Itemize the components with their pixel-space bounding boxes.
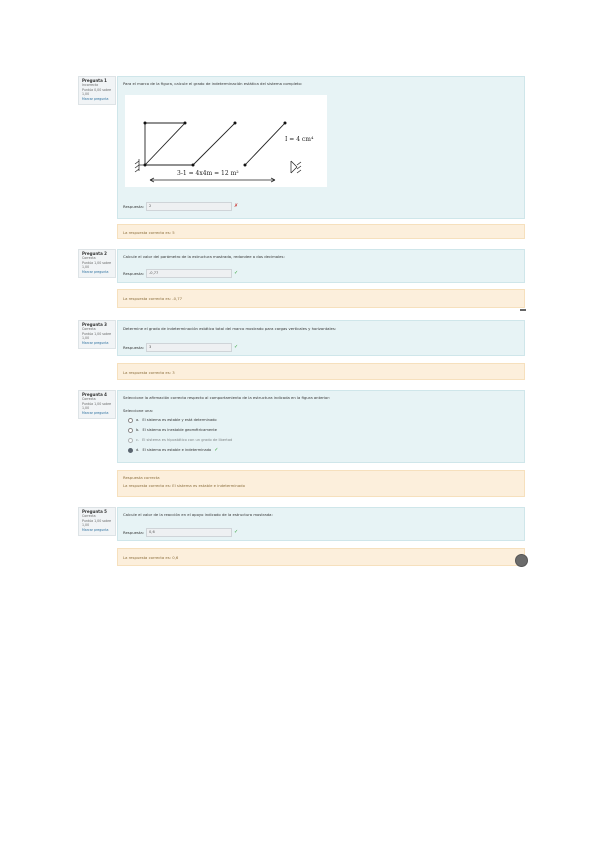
- frame-diagram: [125, 95, 327, 187]
- choice-text: El sistema es hipostático con un grado de libertad: [142, 438, 233, 442]
- choice-text: El sistema es inestable geométricamente: [142, 428, 217, 432]
- answer-row: [123, 269, 238, 278]
- collapse-handle[interactable]: [520, 309, 526, 311]
- answer-input[interactable]: -0,77: [146, 269, 232, 278]
- question-content: [117, 507, 525, 541]
- correct-answer-text: La respuesta correcta es: 3: [123, 370, 175, 375]
- question-score: Puntúa 1,00 sobre 1,00: [82, 518, 112, 528]
- correct-answer-text: La respuesta correcta es: 0,6: [123, 555, 179, 560]
- choice-letter: b.: [136, 428, 140, 432]
- correct-icon: ✓: [234, 529, 239, 535]
- question-number: Pregunta 1: [82, 78, 107, 83]
- question-status: Correcta: [82, 256, 96, 261]
- question-content: [117, 320, 525, 356]
- figure-label-bottom: 3-1 = 4x4m = 12 m²: [177, 170, 239, 177]
- choice-d[interactable]: [128, 448, 218, 453]
- question-number: Pregunta 4: [82, 392, 107, 397]
- question-content: [117, 390, 525, 463]
- question-info: [78, 320, 116, 349]
- question-status: Correcta: [82, 327, 96, 332]
- radio-b[interactable]: [128, 428, 133, 433]
- answer-row: [123, 202, 238, 211]
- radio-a[interactable]: [128, 418, 133, 423]
- correct-answer-text: La respuesta correcta es: -0,77: [123, 296, 183, 301]
- radio-d[interactable]: [128, 448, 133, 453]
- question-info: [78, 507, 116, 536]
- choice-letter: a.: [136, 418, 140, 422]
- choice-letter: c.: [136, 438, 140, 442]
- choice-text: El sistema es estable e indeterminado: [142, 448, 212, 452]
- question-info: [78, 249, 116, 278]
- question-score: Puntúa 1,00 sobre 1,00: [82, 260, 112, 270]
- answer-label: Respuesta:: [123, 530, 145, 535]
- answer-label: Respuesta:: [123, 271, 145, 276]
- question-score: Puntúa 1,00 sobre 1,00: [82, 331, 112, 341]
- question-number: Pregunta 2: [82, 251, 107, 256]
- question-text: Para el marco de la figura, calcule el grado de indeterminación estática del sistema completo:: [123, 81, 303, 86]
- scroll-to-top-button[interactable]: [515, 554, 528, 567]
- correct-icon: ✓: [234, 344, 239, 350]
- question-status: Incorrecta: [82, 83, 99, 88]
- question-text: Determine el grado de indeterminación estática total del marco mostrado para cargas verticales y horizontales:: [123, 326, 337, 331]
- question-text: Calcule el valor del parámetro de la estructura mostrada, redondee a dos decimales:: [123, 254, 285, 259]
- question-info: [78, 390, 116, 419]
- flag-question-link[interactable]: Marcar pregunta: [82, 269, 109, 274]
- answer-row: [123, 528, 238, 537]
- question-text: Seleccione la afirmación correcta respecto al comportamiento de la estructura indicada en la figura anterior:: [123, 395, 331, 400]
- question-score: Puntúa 0,00 sobre 1,00: [82, 87, 112, 97]
- correct-answer-text: La respuesta correcta es: 5: [123, 230, 175, 235]
- choice-c[interactable]: [128, 438, 232, 443]
- question-text: Calcule el valor de la reacción en el apoyo indicado de la estructura mostrada:: [123, 512, 273, 517]
- question-info: [78, 76, 116, 105]
- answer-label: Respuesta:: [123, 204, 145, 209]
- question-status: Correcta: [82, 514, 96, 519]
- choices-label: Seleccione una:: [123, 408, 154, 413]
- feedback-box: [117, 224, 525, 239]
- incorrect-icon: ✗: [234, 203, 239, 209]
- question-content: [117, 76, 525, 219]
- radio-c[interactable]: [128, 438, 133, 443]
- question-number: Pregunta 5: [82, 509, 107, 514]
- answer-input[interactable]: 0,6: [146, 528, 232, 537]
- question-status: Correcta: [82, 397, 96, 402]
- correct-icon: ✓: [214, 447, 219, 453]
- feedback-box: [117, 363, 525, 380]
- choice-letter: d.: [136, 448, 140, 452]
- figure-label-top: I = 4 cm⁴: [285, 136, 314, 143]
- answer-label: Respuesta:: [123, 345, 145, 350]
- correct-answer-text: La respuesta correcta es: El sistema es estable e indeterminado: [123, 483, 245, 488]
- flag-question-link[interactable]: Marcar pregunta: [82, 340, 109, 345]
- question-content: [117, 249, 525, 283]
- question-number: Pregunta 3: [82, 322, 107, 327]
- answer-input[interactable]: 2: [146, 202, 232, 211]
- feedback-box: [117, 470, 525, 497]
- feedback-box: [117, 289, 525, 308]
- correct-icon: ✓: [234, 270, 239, 276]
- answer-row: [123, 343, 238, 352]
- choice-text: El sistema es estable y está determinado: [142, 418, 217, 422]
- structure-figure: [125, 95, 327, 187]
- choice-b[interactable]: [128, 428, 217, 433]
- choice-a[interactable]: [128, 418, 217, 423]
- flag-question-link[interactable]: Marcar pregunta: [82, 410, 109, 415]
- question-score: Puntúa 1,00 sobre 1,00: [82, 401, 112, 411]
- answer-input[interactable]: 3: [146, 343, 232, 352]
- feedback-title: Respuesta correcta: [123, 475, 160, 480]
- flag-question-link[interactable]: Marcar pregunta: [82, 96, 109, 101]
- flag-question-link[interactable]: Marcar pregunta: [82, 527, 109, 532]
- feedback-box: [117, 548, 525, 566]
